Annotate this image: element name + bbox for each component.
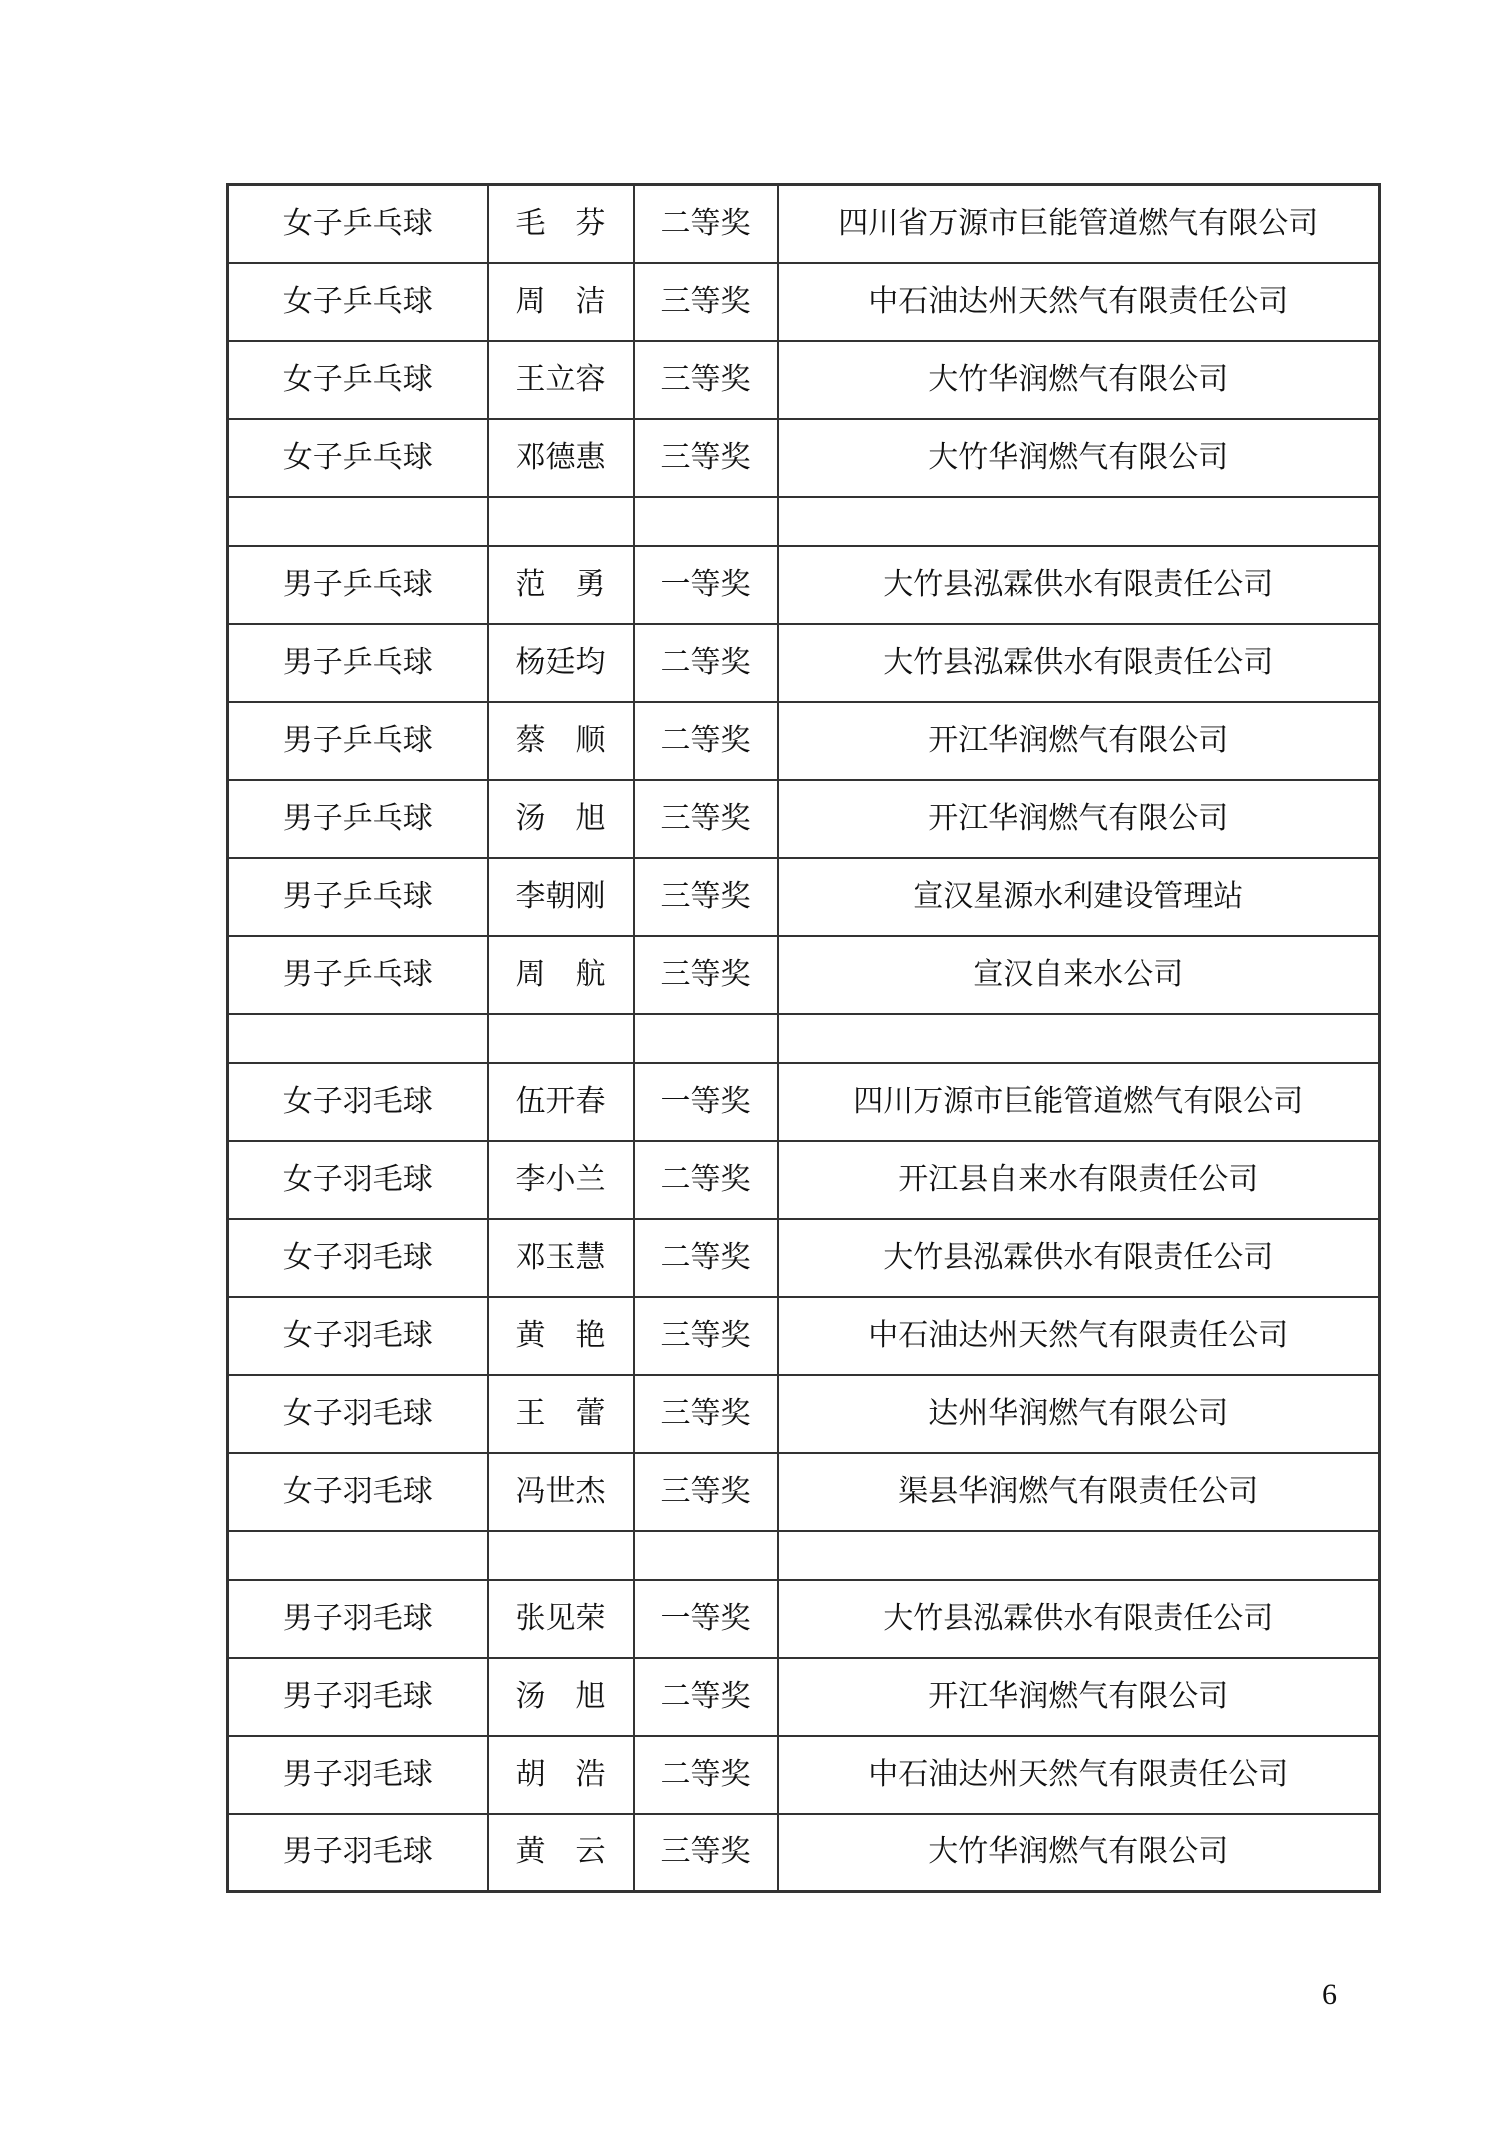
company-cell: 大竹县泓霖供水有限责任公司 [778,1580,1380,1658]
table-row [228,419,1380,497]
award-cell: 二等奖 [634,1736,778,1814]
company-cell: 大竹华润燃气有限公司 [778,419,1380,497]
table-row [228,1063,1380,1141]
company-cell: 开江华润燃气有限公司 [778,780,1380,858]
event-cell: 男子乒乓球 [228,624,488,702]
name-cell: 张见荣 [488,1580,634,1658]
award-cell: 三等奖 [634,936,778,1014]
table-row [228,1297,1380,1375]
award-cell: 二等奖 [634,1658,778,1736]
table-row [228,1814,1380,1892]
table-row [228,185,1380,263]
award-cell: 一等奖 [634,546,778,624]
empty-cell [488,1014,634,1063]
table-row [228,263,1380,341]
name-cell: 杨廷均 [488,624,634,702]
event-cell: 女子羽毛球 [228,1063,488,1141]
empty-cell [488,1531,634,1580]
company-cell: 中石油达州天然气有限责任公司 [778,1297,1380,1375]
name-cell: 周 洁 [488,263,634,341]
table-row [228,1219,1380,1297]
name-cell: 黄 云 [488,1814,634,1892]
name-cell: 王立容 [488,341,634,419]
awards-table [226,183,1381,1893]
event-cell: 男子羽毛球 [228,1736,488,1814]
table-row [228,546,1380,624]
award-cell: 一等奖 [634,1063,778,1141]
table-row [228,702,1380,780]
name-cell: 黄 艳 [488,1297,634,1375]
award-cell: 二等奖 [634,624,778,702]
company-cell: 达州华润燃气有限公司 [778,1375,1380,1453]
event-cell: 女子羽毛球 [228,1141,488,1219]
event-cell: 男子乒乓球 [228,858,488,936]
company-cell: 宣汉自来水公司 [778,936,1380,1014]
name-cell: 李朝刚 [488,858,634,936]
company-cell: 大竹县泓霖供水有限责任公司 [778,624,1380,702]
table-row [228,780,1380,858]
table-row [228,624,1380,702]
event-cell: 女子乒乓球 [228,419,488,497]
company-cell: 渠县华润燃气有限责任公司 [778,1453,1380,1531]
page-number: 6 [1322,1978,1337,2011]
company-cell: 中石油达州天然气有限责任公司 [778,263,1380,341]
event-cell: 男子乒乓球 [228,936,488,1014]
company-cell: 大竹华润燃气有限公司 [778,341,1380,419]
name-cell: 周 航 [488,936,634,1014]
name-cell: 汤 旭 [488,1658,634,1736]
event-cell: 女子羽毛球 [228,1375,488,1453]
company-cell: 大竹华润燃气有限公司 [778,1814,1380,1892]
empty-cell [634,1531,778,1580]
name-cell: 范 勇 [488,546,634,624]
event-cell: 女子羽毛球 [228,1219,488,1297]
empty-cell [778,1531,1380,1580]
event-cell: 女子乒乓球 [228,185,488,263]
event-cell: 女子羽毛球 [228,1453,488,1531]
empty-cell [228,1531,488,1580]
award-cell: 三等奖 [634,1375,778,1453]
award-cell: 三等奖 [634,263,778,341]
company-cell: 中石油达州天然气有限责任公司 [778,1736,1380,1814]
name-cell: 伍开春 [488,1063,634,1141]
event-cell: 男子乒乓球 [228,546,488,624]
company-cell: 开江华润燃气有限公司 [778,702,1380,780]
empty-cell [488,497,634,546]
name-cell: 蔡 顺 [488,702,634,780]
empty-cell [778,1014,1380,1063]
award-cell: 三等奖 [634,1297,778,1375]
name-cell: 汤 旭 [488,780,634,858]
name-cell: 王 蕾 [488,1375,634,1453]
award-cell: 三等奖 [634,1814,778,1892]
award-cell: 三等奖 [634,1453,778,1531]
event-cell: 女子乒乓球 [228,263,488,341]
table-row [228,1580,1380,1658]
table-row [228,936,1380,1014]
event-cell: 男子乒乓球 [228,780,488,858]
company-cell: 开江华润燃气有限公司 [778,1658,1380,1736]
award-cell: 二等奖 [634,702,778,780]
event-cell: 男子羽毛球 [228,1580,488,1658]
table-row [228,341,1380,419]
name-cell: 邓玉慧 [488,1219,634,1297]
table-row [228,1736,1380,1814]
award-cell: 二等奖 [634,1219,778,1297]
award-cell: 三等奖 [634,780,778,858]
company-cell: 开江县自来水有限责任公司 [778,1141,1380,1219]
empty-cell [778,497,1380,546]
award-cell: 二等奖 [634,1141,778,1219]
spacer-row [228,1531,1380,1580]
table-row [228,1141,1380,1219]
spacer-row [228,497,1380,546]
spacer-row [228,1014,1380,1063]
table-row [228,858,1380,936]
company-cell: 四川省万源市巨能管道燃气有限公司 [778,185,1380,263]
award-cell: 三等奖 [634,858,778,936]
event-cell: 男子乒乓球 [228,702,488,780]
name-cell: 毛 芬 [488,185,634,263]
company-cell: 大竹县泓霖供水有限责任公司 [778,546,1380,624]
empty-cell [634,497,778,546]
name-cell: 邓德惠 [488,419,634,497]
empty-cell [634,1014,778,1063]
award-cell: 三等奖 [634,419,778,497]
company-cell: 宣汉星源水利建设管理站 [778,858,1380,936]
award-cell: 三等奖 [634,341,778,419]
table-row [228,1658,1380,1736]
name-cell: 李小兰 [488,1141,634,1219]
company-cell: 四川万源市巨能管道燃气有限公司 [778,1063,1380,1141]
company-cell: 大竹县泓霖供水有限责任公司 [778,1219,1380,1297]
event-cell: 女子乒乓球 [228,341,488,419]
award-cell: 一等奖 [634,1580,778,1658]
award-cell: 二等奖 [634,185,778,263]
name-cell: 冯世杰 [488,1453,634,1531]
empty-cell [228,497,488,546]
event-cell: 男子羽毛球 [228,1658,488,1736]
name-cell: 胡 浩 [488,1736,634,1814]
event-cell: 女子羽毛球 [228,1297,488,1375]
empty-cell [228,1014,488,1063]
table-row [228,1375,1380,1453]
event-cell: 男子羽毛球 [228,1814,488,1892]
table-row [228,1453,1380,1531]
